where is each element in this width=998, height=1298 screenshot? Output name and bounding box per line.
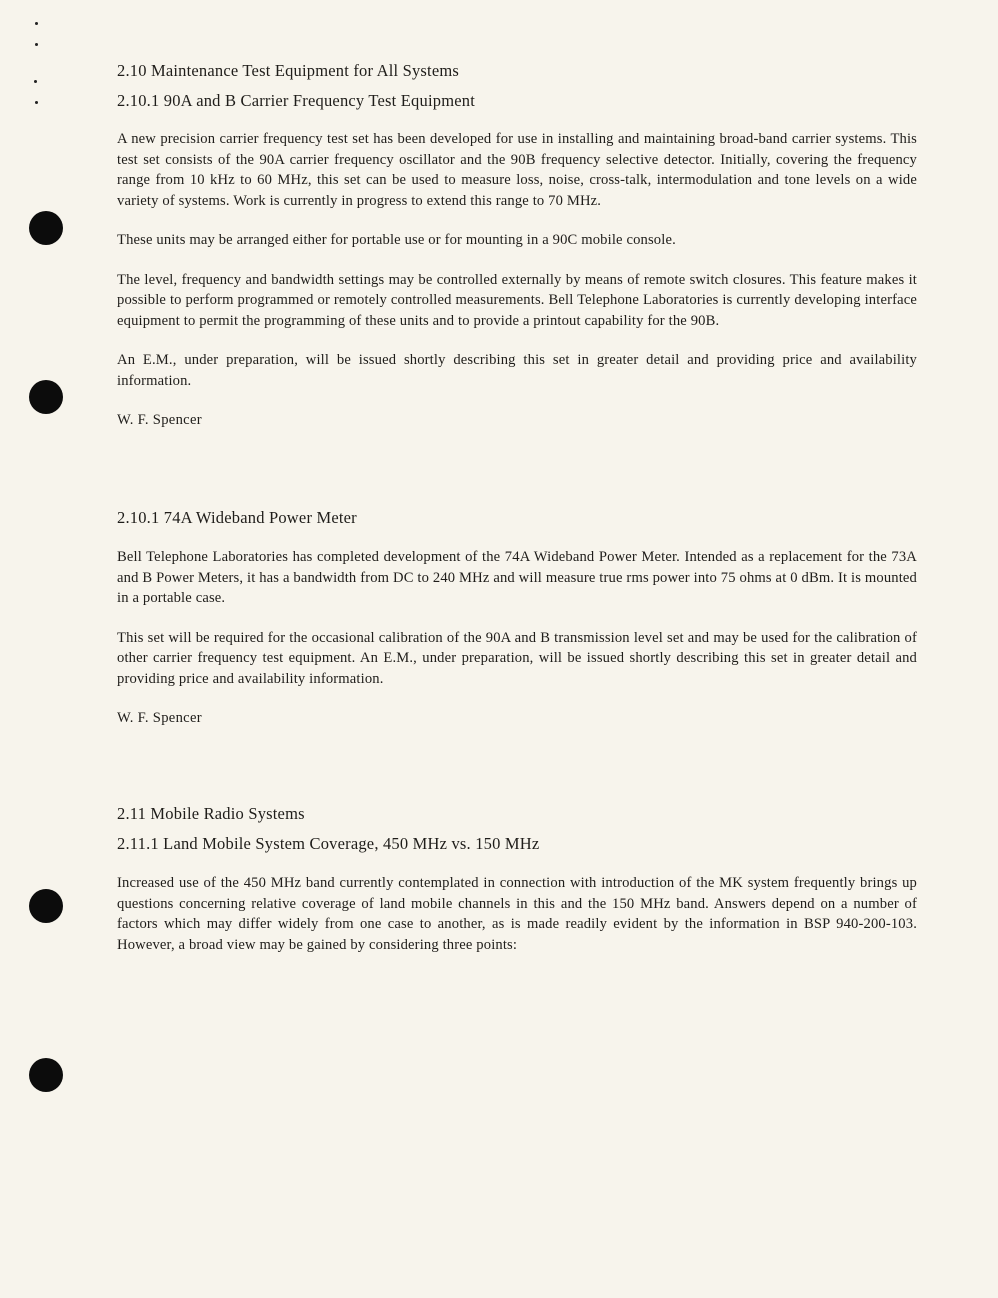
- margin-speck: [35, 22, 38, 25]
- paragraph: A new precision carrier frequency test set has been developed for use in installing and maintaining broad-band carrier systems. This test set consists of the 90A carrier frequency oscillator and the 90B frequency selective detector. Initially, covering the frequency range from 10 kHz to 60 MHz, this set can be used to measure loss, noise, cross-talk, intermodulation and tone levels on a wide variety of systems. Work is currently in progress to extend this range to 70 MHz.: [117, 131, 917, 209]
- paragraph: An E.M., under preparation, will be issued shortly describing this set in greater detail and providing price and availability information.: [117, 352, 917, 389]
- margin-speck: [35, 43, 38, 46]
- section-heading: 2.11 Mobile Radio Systems: [117, 804, 305, 823]
- punch-hole: [29, 380, 63, 414]
- subsection-heading: 2.10.1 90A and B Carrier Frequency Test Equipment: [117, 91, 475, 110]
- margin-speck: [34, 80, 37, 83]
- signature: W. F. Spencer: [117, 412, 202, 428]
- document-body: [117, 58, 917, 955]
- punch-hole: [29, 211, 63, 245]
- subsection-heading: 2.10.1 74A Wideband Power Meter: [117, 508, 357, 527]
- paragraph: This set will be required for the occasional calibration of the 90A and B transmission level set and may be used for the calibration of other carrier frequency test equipment. An E.M., under preparation, will be issued shortly describing this set in greater detail and providing price and availability information.: [117, 629, 917, 687]
- punch-hole: [29, 889, 63, 923]
- subsection-heading: 2.11.1 Land Mobile System Coverage, 450 MHz vs. 150 MHz: [117, 834, 540, 853]
- paragraph: Bell Telephone Laboratories has completed development of the 74A Wideband Power Meter. Intended as a replacement for the 73A and B Power Meters, it has a bandwidth from DC to 240 MHz and will measure true rms power into 75 ohms at 0 dBm. It is mounted in a portable case.: [117, 549, 917, 606]
- punch-hole: [29, 1058, 63, 1092]
- paragraph: The level, frequency and bandwidth settings may be controlled externally by means of remote switch closures. This feature makes it possible to perform programmed or remotely controlled measurements. Bell Telephone Laboratories is currently developing interface equipment to permit the programming of these units and to provide a printout capability for the 90B.: [117, 271, 917, 329]
- margin-speck: [35, 101, 38, 104]
- signature: W. F. Spencer: [117, 710, 202, 726]
- paragraph: These units may be arranged either for portable use or for mounting in a 90C mobile console.: [117, 232, 676, 248]
- section-heading: 2.10 Maintenance Test Equipment for All Systems: [117, 61, 460, 80]
- paragraph: Increased use of the 450 MHz band currently contemplated in connection with introduction of the MK system frequently brings up questions concerning relative coverage of land mobile channels in this and the 150 MHz band. Answers depend on a number of factors which may differ widely from one case to another, as is made readily evident by the information in BSP 940-200-103. However, a broad view may be gained by considering three points:: [117, 875, 917, 953]
